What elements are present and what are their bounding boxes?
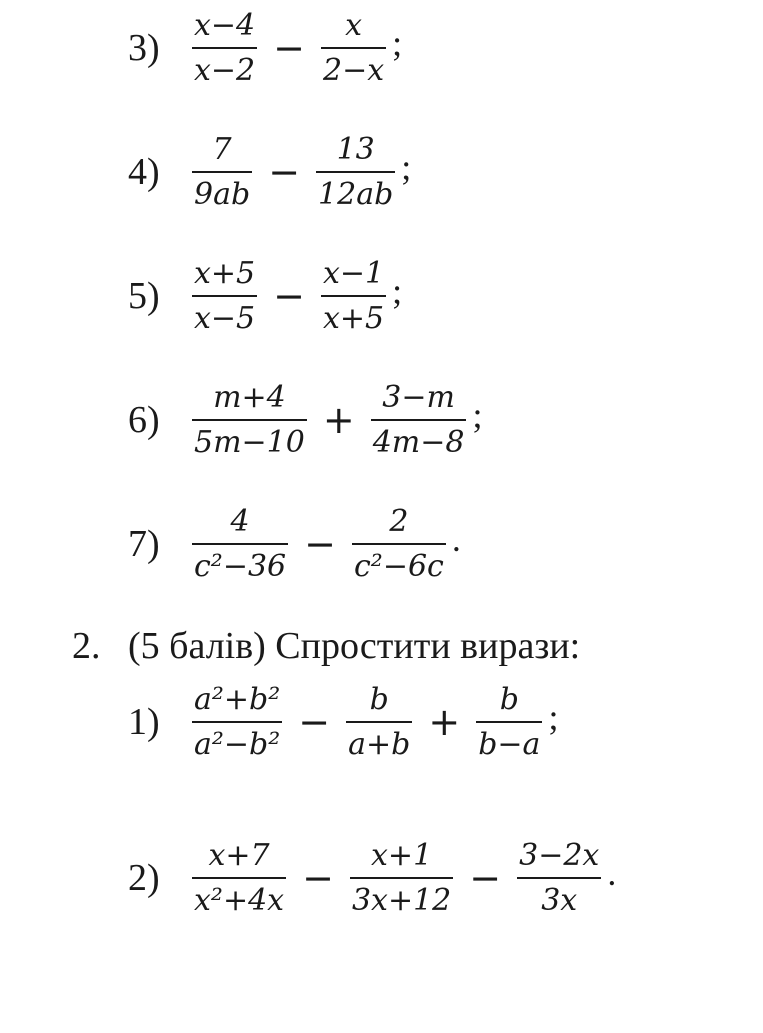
fraction — [190, 684, 284, 760]
fraction — [319, 10, 388, 86]
numerator: x−4 — [194, 8, 256, 43]
fraction — [369, 382, 469, 458]
numerator: 3−2x — [519, 838, 600, 873]
exercise-item-6 — [128, 382, 482, 458]
item-label: 6) — [128, 399, 160, 441]
end-punctuation: ; — [472, 395, 483, 435]
numerator: x+5 — [194, 256, 256, 291]
denominator: c²−36 — [194, 548, 287, 584]
exercise-item-5 — [128, 258, 402, 334]
fraction — [190, 506, 290, 582]
fraction — [350, 506, 448, 582]
fraction — [314, 134, 397, 210]
fraction-bar — [352, 543, 446, 545]
exercise-item-4 — [128, 134, 411, 210]
fraction-bar — [371, 419, 467, 421]
denominator: x−5 — [194, 300, 256, 336]
operator: − — [273, 274, 305, 318]
operator: − — [304, 522, 336, 566]
numerator: b — [369, 682, 389, 717]
denominator: b−a — [478, 726, 541, 762]
numerator: 7 — [212, 132, 232, 167]
denominator: 9ab — [194, 176, 251, 212]
denominator: 5m−10 — [194, 424, 305, 460]
fraction-bar — [350, 877, 453, 879]
task-title: (5 балів) Спростити вирази: — [128, 625, 581, 667]
numerator: 3−m — [382, 380, 455, 415]
operator: − — [273, 26, 305, 70]
operator: + — [322, 398, 355, 442]
fraction-bar — [346, 721, 412, 723]
simplify-item-2 — [128, 840, 616, 916]
numerator: x−1 — [323, 256, 385, 291]
item-label: 1) — [128, 701, 160, 743]
numerator: a²+b² — [194, 682, 281, 717]
task-number: 2. — [72, 625, 101, 667]
numerator: 2 — [389, 504, 409, 539]
numerator: 4 — [230, 504, 250, 539]
fraction — [344, 684, 414, 760]
fraction-bar — [192, 171, 252, 173]
denominator: a+b — [348, 726, 411, 762]
end-punctuation: . — [607, 853, 617, 893]
fraction — [190, 840, 288, 916]
end-punctuation: . — [451, 519, 461, 559]
fraction-bar — [321, 47, 386, 49]
numerator: x+7 — [208, 838, 270, 873]
end-punctuation: ; — [392, 23, 403, 63]
item-label: 2) — [128, 857, 160, 899]
operator: − — [298, 700, 331, 744]
operator: − — [268, 150, 301, 194]
denominator: 4m−8 — [372, 424, 465, 460]
fraction-bar — [192, 543, 288, 545]
simplify-item-1 — [128, 684, 558, 760]
fraction-bar — [192, 877, 286, 879]
numerator: x+1 — [371, 838, 433, 873]
numerator: 13 — [336, 132, 375, 167]
fraction-bar — [321, 295, 386, 297]
fraction — [190, 10, 259, 86]
item-label: 3) — [128, 27, 160, 69]
fraction-bar — [476, 721, 542, 723]
fraction-bar — [192, 721, 282, 723]
exercise-item-3 — [128, 10, 402, 86]
item-label: 5) — [128, 275, 160, 317]
fraction-bar — [192, 295, 257, 297]
fraction — [190, 134, 254, 210]
end-punctuation: ; — [548, 697, 559, 737]
operator: − — [302, 856, 334, 900]
end-punctuation: ; — [401, 147, 412, 187]
fraction — [515, 840, 603, 916]
fraction-bar — [316, 171, 395, 173]
fraction — [474, 684, 544, 760]
fraction-bar — [517, 877, 601, 879]
denominator: x−2 — [194, 52, 256, 88]
exercise-item-7 — [128, 506, 461, 582]
numerator: b — [499, 682, 519, 717]
numerator: m+4 — [213, 380, 286, 415]
numerator: x — [345, 8, 363, 43]
fraction — [319, 258, 388, 334]
fraction — [348, 840, 455, 916]
fraction-bar — [192, 47, 257, 49]
fraction-bar — [192, 419, 307, 421]
item-label: 4) — [128, 151, 160, 193]
denominator: a²−b² — [194, 726, 281, 762]
end-punctuation: ; — [392, 271, 403, 311]
denominator: 3x — [541, 882, 578, 918]
denominator: 2−x — [323, 52, 385, 88]
fraction — [190, 382, 309, 458]
operator: + — [428, 700, 461, 744]
denominator: 12ab — [318, 176, 394, 212]
operator: − — [469, 856, 502, 900]
denominator: x+5 — [323, 300, 385, 336]
fraction — [190, 258, 259, 334]
task-heading — [72, 624, 580, 668]
denominator: x²+4x — [194, 882, 285, 918]
denominator: c²−6c — [353, 548, 444, 584]
item-label: 7) — [128, 523, 160, 565]
denominator: 3x+12 — [351, 882, 452, 918]
